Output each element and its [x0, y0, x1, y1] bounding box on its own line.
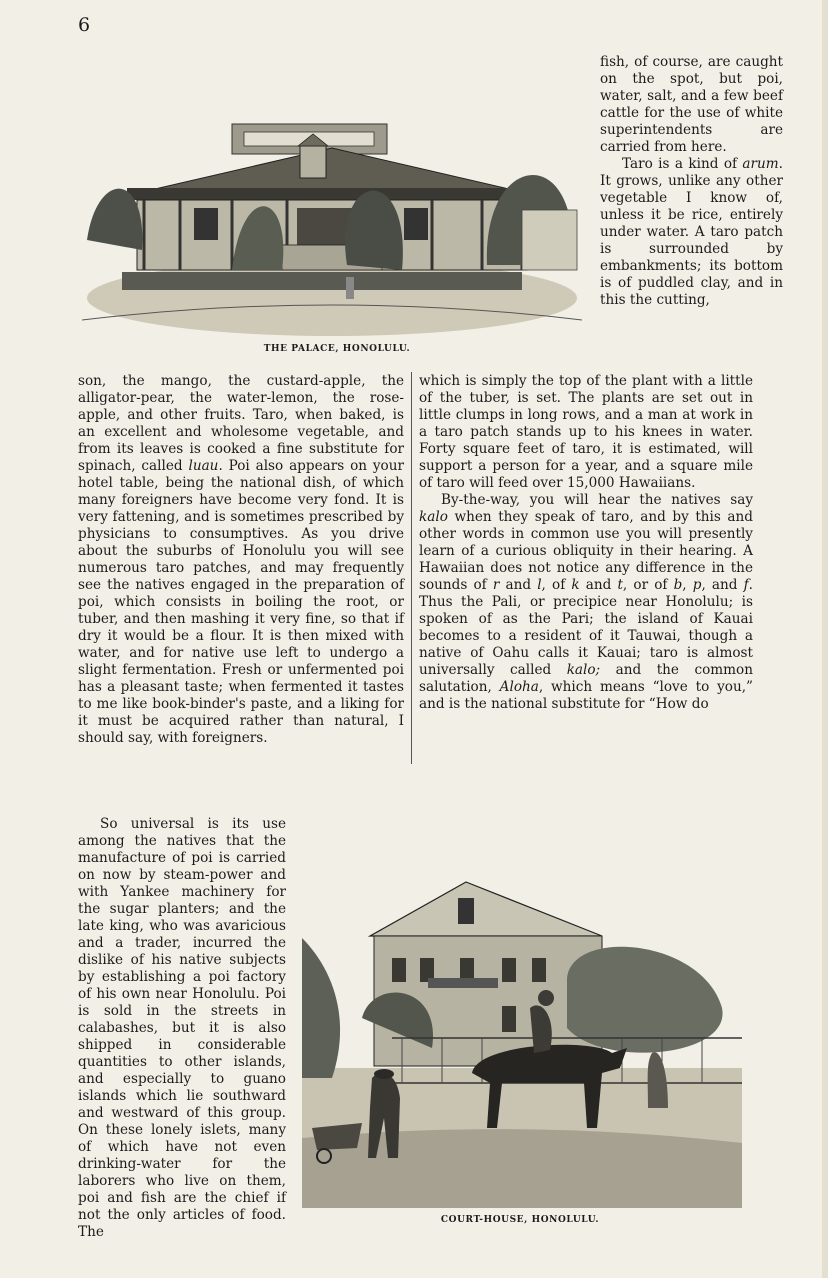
italic-span: f [743, 577, 749, 593]
text-span: . Thus the Pali, or precipice near Honolulu; is spoken of as the Pari; the island of Kauai becomes to a resident of it Tauwai, though a native of Oahu calls it Kauai; taro is almost universally called [419, 577, 753, 678]
text-span: and the common salutation, [419, 662, 753, 695]
left-bottom-para: So universal is its use among the natives that the manufacture of poi is carried on now by steam-power and with Yankee machinery for the sugar planters; and the late king, who was avaricious and a trader, incurred the dislike of his native subjects by establishing a poi factory of his own near Honolulu. Poi is sold in the streets in calabashes, but it is also shipped in considerable quantities to other islands, and especially to guano islands which lie southward and westward of this group. On these lonely islets, many of which have not even drinking-water for the laborers who live on them, poi and fish are the chief if not the only articles of food. The [78, 816, 286, 1240]
italic-span: kalo; [566, 662, 601, 678]
italic-span: kalo [419, 509, 448, 525]
text-span: By-the-way, you will hear the natives say [441, 492, 753, 508]
left-mid-para [78, 373, 404, 747]
right-mid-para-2 [419, 492, 753, 713]
italic-span: arum [742, 156, 779, 172]
text-span: . Poi also appears on your hotel table, being the national dish, of which many foreigners have become very fond. It is very fattening, and is sometimes prescribed by physicians to consumptives. As you drive about the suburbs of Honolulu you will see numerous taro patches, and may frequently see the natives engaged in the preparation of poi, which consists in boiling the root, or tuber, and then mashing it very fine, so that if dry it would be a flour. It is then mixed with water, and for native use left to undergo a slight fermentation. Fresh or unfermented poi has a pleasant taste; when fermented it tastes to me like book-binder's paste, and a liking for it must be acquired rather than natural, I should say, with foreigners. [78, 458, 404, 746]
courthouse-engraving [302, 868, 742, 1208]
text-span: when they speak of taro, and by this and other words in common use you will presently learn of a curious obliquity in their hearing. A Hawaiian does not notice any difference in the sounds of [419, 509, 753, 593]
italic-span: Aloha [499, 679, 539, 695]
text-span: Taro is a kind of [622, 156, 743, 172]
text-span: and [579, 577, 618, 593]
italic-span: b [673, 577, 683, 593]
right-top-text [600, 54, 783, 309]
text-span: , [682, 577, 693, 593]
right-top-para-2 [600, 156, 783, 309]
palace-caption: THE PALACE, HONOLULU. [263, 344, 411, 354]
text-span: , which means “love to you,” and is the national substitute for “How do [419, 679, 753, 712]
italic-span: l [537, 577, 542, 593]
italic-span: t [617, 577, 623, 593]
italic-span: p [692, 577, 702, 593]
text-span: , and [701, 577, 744, 593]
left-mid-text [78, 373, 404, 747]
page-number: 6 [78, 14, 91, 36]
column-divider [411, 372, 412, 764]
text-span: . It grows, unlike any other vegetable I know of, unless it be rice, entirely under water. A taro patch is surrounded by embankments; its bottom is of puddled clay, and in this the cutting, [600, 156, 783, 308]
italic-span: luau [188, 458, 219, 474]
right-mid-para-1: which is simply the top of the plant with a little of the tuber, is set. The plants are set out in little clumps in long rows, and a man at work in a taro patch stands up to his knees in water. Forty square feet of taro, it is estimated, will support a person for a year, and a square mile of taro will feed over 15,000 Hawaiians. [419, 373, 753, 491]
italic-span: r [492, 577, 500, 593]
italic-span: k [571, 577, 580, 593]
left-bottom-text [78, 816, 286, 1241]
text-span: and [499, 577, 538, 593]
courthouse-caption: COURT-HOUSE, HONOLULU. [440, 1215, 600, 1225]
text-span: , or of [622, 577, 674, 593]
text-span: , of [541, 577, 572, 593]
page-edge [822, 0, 828, 1278]
text-span: son, the mango, the custard-apple, the alligator-pear, the water-lemon, the rose-apple, and other fruits. Taro, when baked, is an excellent and wholesome vegetable, and from its leaves is cooked a fine substitute for spinach, called [78, 373, 404, 474]
right-mid-text [419, 373, 753, 713]
palace-engraving [82, 80, 582, 342]
right-top-para-1: fish, of course, are caught on the spot, but poi, water, salt, and a few beef cattle for the use of white superintendents are carried from here. [600, 54, 783, 155]
